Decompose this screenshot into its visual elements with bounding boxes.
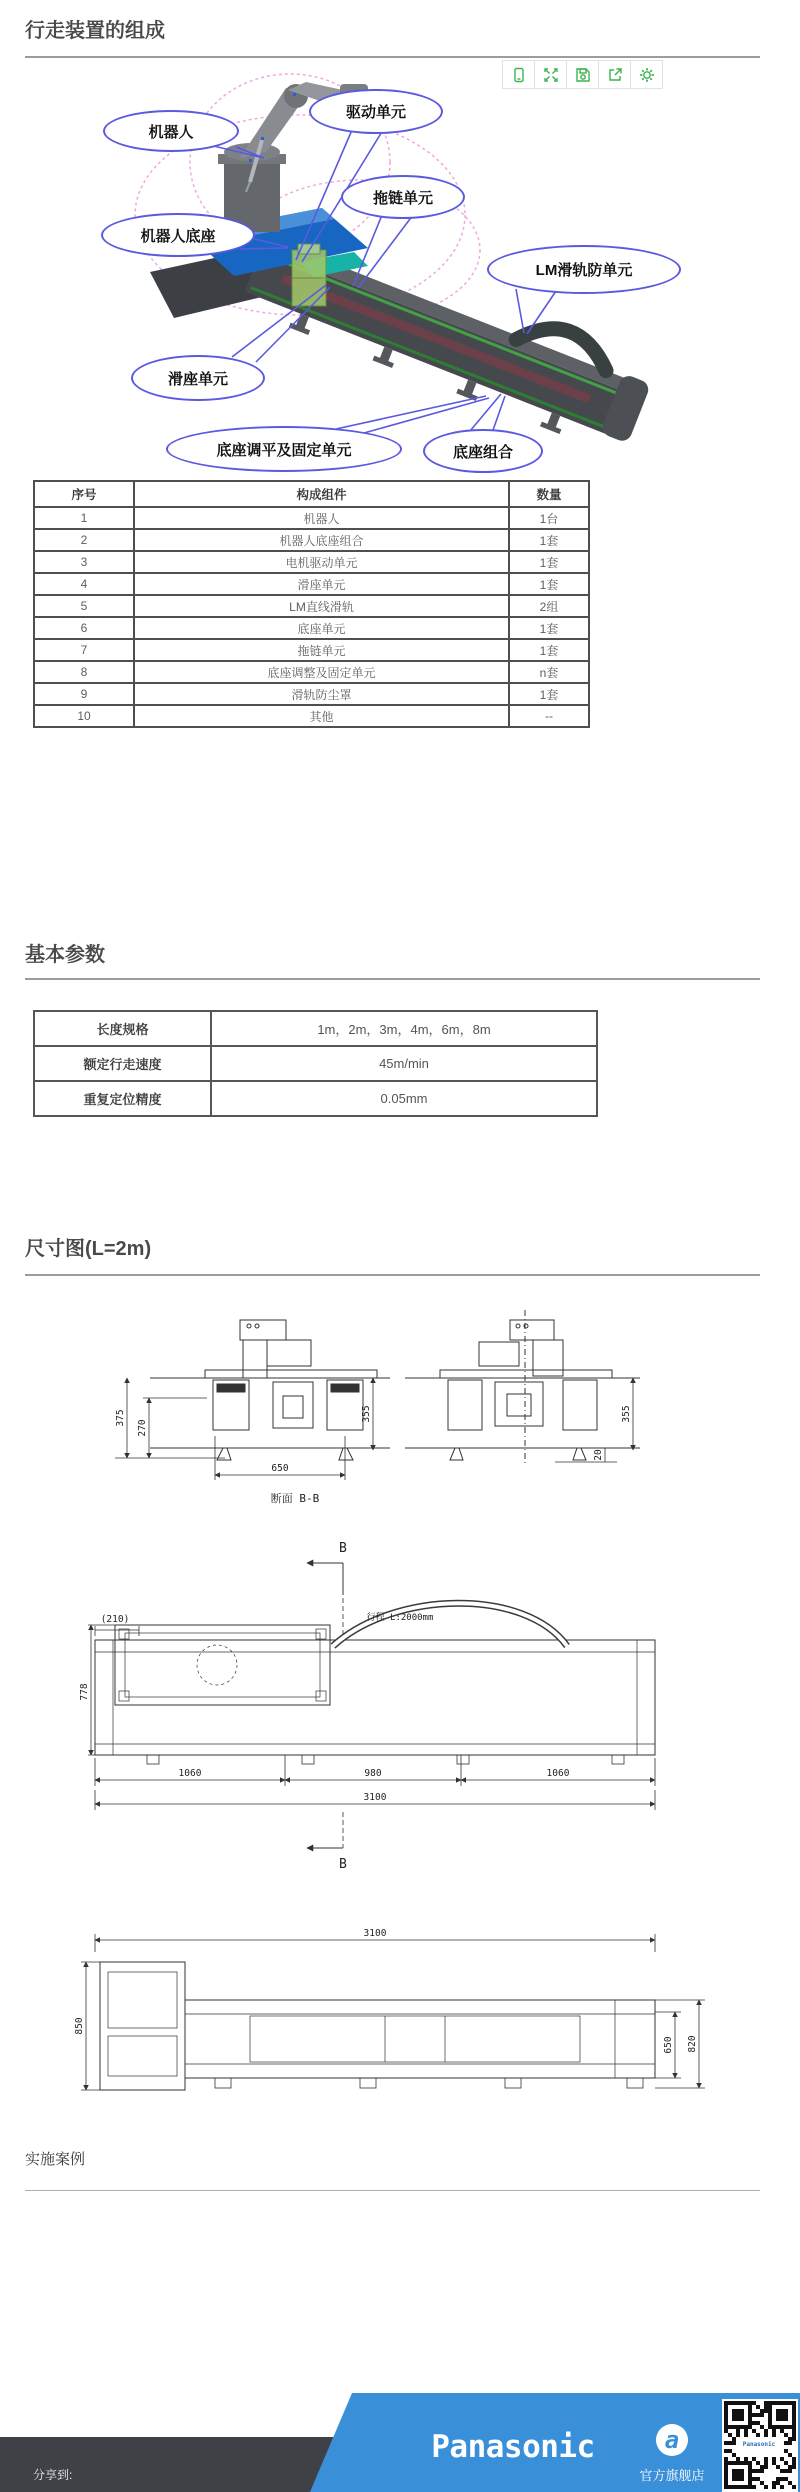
store-logo-icon: [656, 2424, 688, 2456]
callout-label: 底座调平及固定单元: [216, 441, 352, 459]
marker-label: B: [339, 1541, 347, 1556]
cell: --: [509, 705, 589, 727]
cell: 底座调整及固定单元: [134, 661, 509, 683]
cross-section-right: [405, 1310, 640, 1465]
section-divider: [25, 978, 760, 980]
cell: LM直线滑轨: [134, 595, 509, 617]
section-dim-labels: [115, 1405, 632, 1505]
dim-label: 375: [115, 1409, 126, 1427]
table-row: [34, 617, 589, 639]
callout-label: 底座组合: [452, 443, 513, 461]
composition-table: [33, 480, 590, 728]
callout-label: 机器人底座: [140, 227, 216, 245]
param-value: 45m/min: [211, 1046, 597, 1081]
dimensions-section-title: 尺寸图(L=2m): [25, 1238, 152, 1260]
cell: n套: [509, 661, 589, 683]
marker-label: B: [339, 1857, 347, 1872]
section-divider: [25, 2190, 760, 2191]
cell: 1套: [509, 573, 589, 595]
callout-chain-unit: [341, 175, 465, 219]
dim-label: 270: [137, 1419, 148, 1437]
side-view: [100, 1962, 655, 2090]
cell: 1套: [509, 617, 589, 639]
callout-label: 驱动单元: [345, 104, 406, 121]
section-dim-lines: [115, 1378, 633, 1480]
cell: 2: [34, 529, 134, 551]
section-caption: 断面 B-B: [270, 1492, 320, 1505]
col-header-component: 构成组件: [134, 481, 509, 507]
cell: 1套: [509, 639, 589, 661]
table-row: [34, 661, 589, 683]
cell: 8: [34, 661, 134, 683]
cell: 10: [34, 705, 134, 727]
dim-label: 1060: [546, 1768, 570, 1779]
side-dim-lines: [81, 1934, 705, 2090]
dim-label: 3100: [363, 1792, 387, 1803]
callout-slide-unit: [131, 355, 265, 401]
table-row: [34, 595, 589, 617]
qr-code: [722, 2399, 798, 2492]
table-row: [34, 529, 589, 551]
cases-section-title: 实施案例: [25, 2151, 86, 2168]
plan-view: [95, 1603, 655, 1764]
cell: 电机驱动单元: [134, 551, 509, 573]
cell: 1: [34, 507, 134, 529]
dim-label: 3100: [363, 1928, 387, 1939]
table-row: [34, 705, 589, 727]
cell: 机器人底座组合: [134, 529, 509, 551]
section-divider: [25, 56, 760, 58]
cell: 5: [34, 595, 134, 617]
callout-label: 机器人: [148, 123, 194, 141]
cell: 1台: [509, 507, 589, 529]
dim-label: 778: [79, 1683, 90, 1701]
dim-label: 20: [593, 1449, 604, 1461]
cell: 9: [34, 683, 134, 705]
dim-label: 650: [271, 1463, 289, 1474]
cell: 机器人: [134, 507, 509, 529]
callout-label: LM滑轨防单元: [535, 262, 633, 279]
table-row: [34, 1046, 597, 1081]
basic-params-table: [33, 1010, 598, 1117]
cell: 滑座单元: [134, 573, 509, 595]
cross-section-left: [150, 1320, 390, 1460]
cell: 拖链单元: [134, 639, 509, 661]
callout-leveling-unit: [166, 426, 402, 472]
table-row: [34, 507, 589, 529]
callout-lm-rail-unit: [487, 245, 681, 294]
callout-robot: [103, 110, 239, 152]
side-dim-labels: [74, 1928, 698, 2054]
cell: 底座单元: [134, 617, 509, 639]
dim-label: (210): [100, 1614, 130, 1625]
section-divider: [25, 1274, 760, 1276]
callout-label: 拖链单元: [372, 189, 433, 207]
table-row: [34, 639, 589, 661]
table-row: [34, 1011, 597, 1046]
param-label: 长度规格: [34, 1011, 211, 1046]
cell: 1套: [509, 529, 589, 551]
table-row: [34, 551, 589, 573]
composition-section-title: 行走装置的组成: [25, 20, 165, 42]
dimension-drawings: [55, 1300, 755, 2130]
callout-drive-unit: [309, 89, 443, 134]
qr-center-label: Panasonic: [742, 2441, 776, 2448]
param-label: 额定行走速度: [34, 1046, 211, 1081]
table-row: [34, 573, 589, 595]
col-header-qty: 数量: [509, 481, 589, 507]
store-label: 官方旗舰店: [639, 2469, 705, 2484]
table-header-row: [34, 481, 589, 507]
share-to-label: 分享到:: [33, 2468, 73, 2482]
travel-label: 行程 L:2000mm: [366, 1613, 434, 1623]
section-marker-b-bottom: [307, 1812, 347, 1872]
svg-text:a: a: [664, 2426, 680, 2454]
cell: 6: [34, 617, 134, 639]
cell: 其他: [134, 705, 509, 727]
dim-label: 850: [74, 2017, 85, 2035]
cell: 7: [34, 639, 134, 661]
dim-label: 650: [663, 2036, 674, 2054]
cell: 滑轨防尘罩: [134, 683, 509, 705]
param-value: 1m，2m，3m，4m，6m，8m: [211, 1011, 597, 1046]
dim-label: 355: [361, 1405, 372, 1423]
dim-label: 1060: [178, 1768, 202, 1779]
panasonic-logo: Panasonic: [431, 2429, 595, 2465]
cell: 2组: [509, 595, 589, 617]
store-footer: [0, 2393, 800, 2492]
cell: 4: [34, 573, 134, 595]
callout-base-assembly: [423, 429, 543, 473]
section-marker-b-top: [307, 1541, 347, 1638]
param-label: 重复定位精度: [34, 1081, 211, 1116]
callout-robot-base: [101, 213, 255, 257]
dim-label: 355: [621, 1405, 632, 1423]
dim-label: 820: [687, 2035, 698, 2053]
table-row: [34, 1081, 597, 1116]
callout-label: 滑座单元: [167, 370, 228, 388]
param-value: 0.05mm: [211, 1081, 597, 1116]
params-section-title: 基本参数: [25, 944, 105, 966]
table-row: [34, 683, 589, 705]
cell: 3: [34, 551, 134, 573]
cell: 1套: [509, 683, 589, 705]
dim-label: 980: [364, 1768, 382, 1779]
plan-dim-lines: [88, 1625, 655, 1810]
cell: 1套: [509, 551, 589, 573]
col-header-index: 序号: [34, 481, 134, 507]
